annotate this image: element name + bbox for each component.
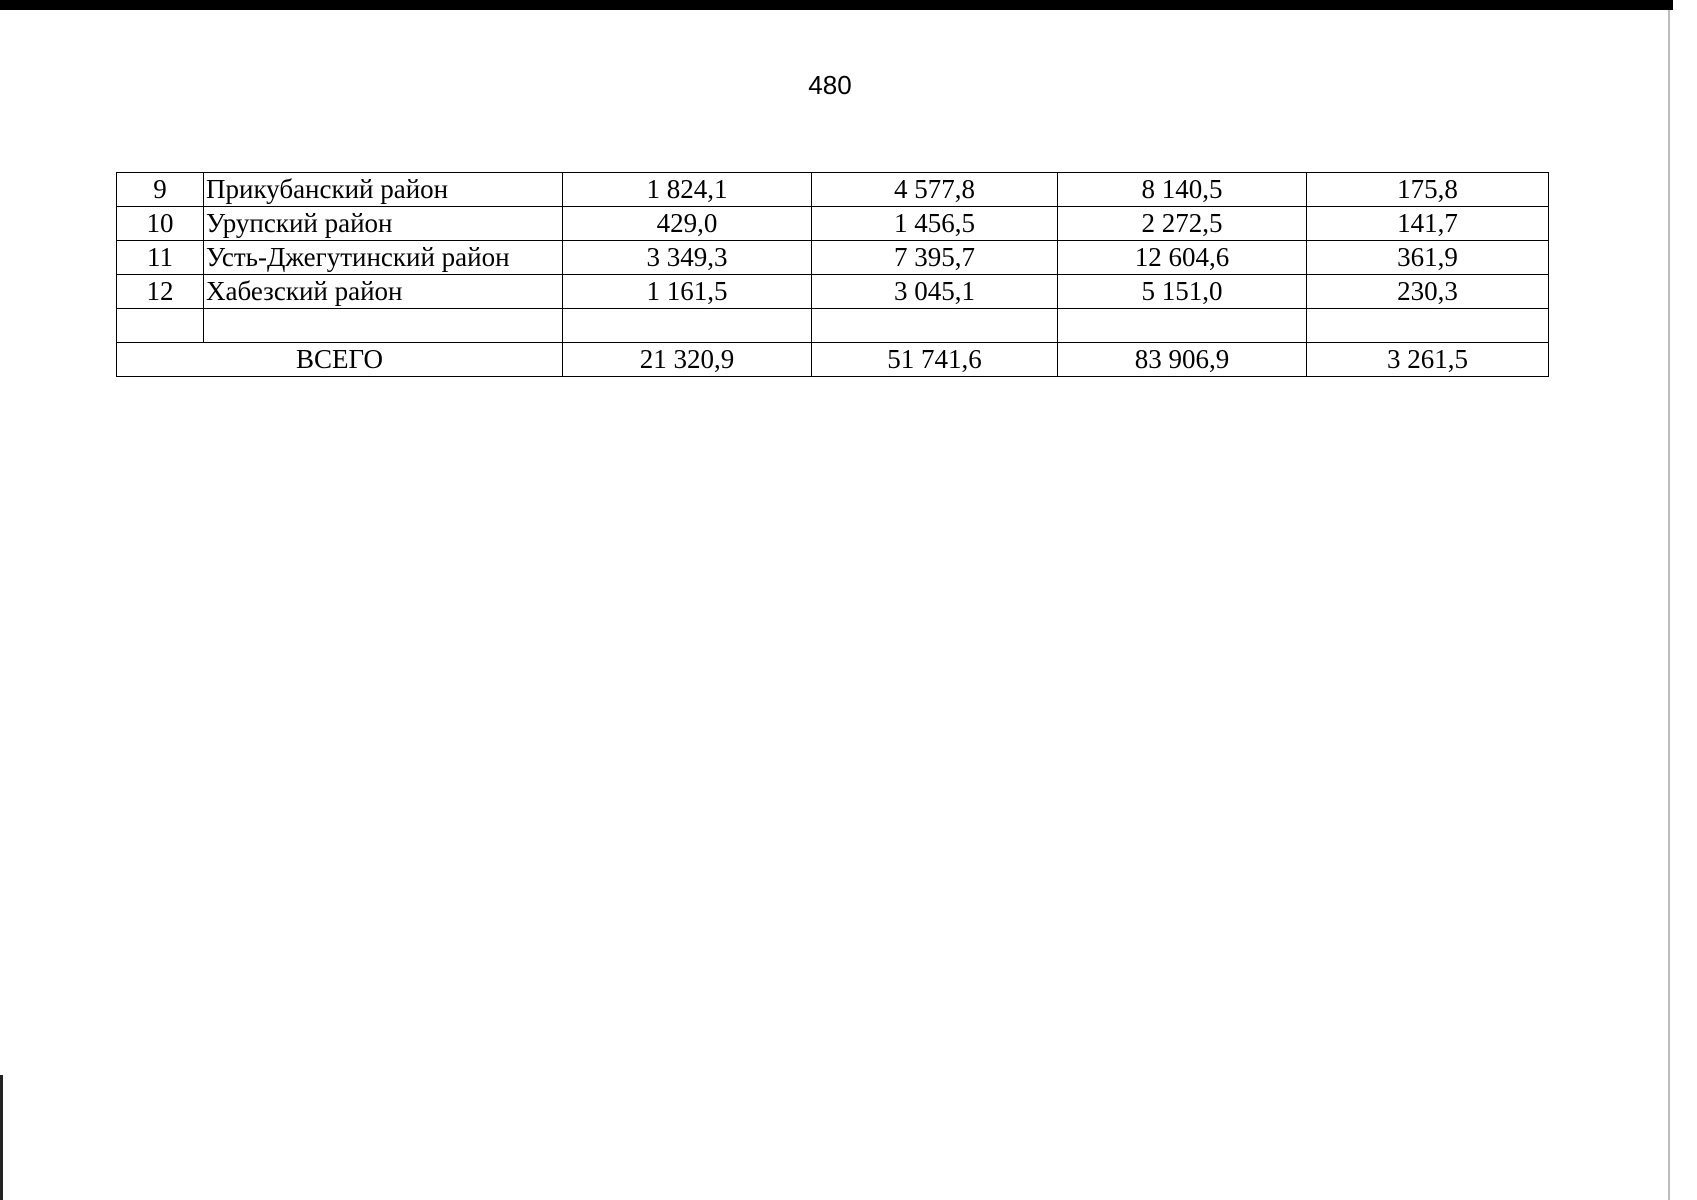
value-col-3: 12 604,6 [1058, 241, 1307, 275]
value-col-2: 3 045,1 [812, 275, 1058, 309]
table-row [117, 173, 1549, 207]
value-col-2: 1 456,5 [812, 207, 1058, 241]
value-col-4: 141,7 [1307, 207, 1549, 241]
value-col-3 [1058, 309, 1307, 343]
row-number: 9 [117, 173, 204, 207]
value-col-2 [812, 309, 1058, 343]
value-col-4 [1307, 309, 1549, 343]
table-row [117, 275, 1549, 309]
table-row [117, 207, 1549, 241]
row-number: 11 [117, 241, 204, 275]
district-name: Урупский район [204, 207, 563, 241]
district-name: Прикубанский район [204, 173, 563, 207]
value-col-4: 230,3 [1307, 275, 1549, 309]
total-col-2: 51 741,6 [812, 343, 1058, 377]
scan-right-edge [1668, 10, 1670, 1200]
value-col-4: 361,9 [1307, 241, 1549, 275]
district-table [116, 172, 1549, 377]
value-col-3: 5 151,0 [1058, 275, 1307, 309]
value-col-1: 1 161,5 [563, 275, 812, 309]
row-number: 10 [117, 207, 204, 241]
value-col-1: 1 824,1 [563, 173, 812, 207]
district-name: Усть-Джегутинский район [204, 241, 563, 275]
value-col-3: 2 272,5 [1058, 207, 1307, 241]
value-col-2: 7 395,7 [812, 241, 1058, 275]
value-col-3: 8 140,5 [1058, 173, 1307, 207]
value-col-1: 429,0 [563, 207, 812, 241]
total-col-1: 21 320,9 [563, 343, 812, 377]
scan-left-edge [0, 1075, 3, 1200]
row-number: 12 [117, 275, 204, 309]
total-col-3: 83 906,9 [1058, 343, 1307, 377]
total-col-4: 3 261,5 [1307, 343, 1549, 377]
district-name [204, 309, 563, 343]
page-number: 480 [808, 70, 852, 100]
table-row-empty [117, 309, 1549, 343]
total-row [117, 343, 1549, 377]
row-number [117, 309, 204, 343]
value-col-2: 4 577,8 [812, 173, 1058, 207]
value-col-4: 175,8 [1307, 173, 1549, 207]
table-row [117, 241, 1549, 275]
scan-top-border [0, 0, 1673, 10]
value-col-1: 3 349,3 [563, 241, 812, 275]
value-col-1 [563, 309, 812, 343]
total-label: ВСЕГО [117, 343, 563, 377]
district-name: Хабезский район [204, 275, 563, 309]
